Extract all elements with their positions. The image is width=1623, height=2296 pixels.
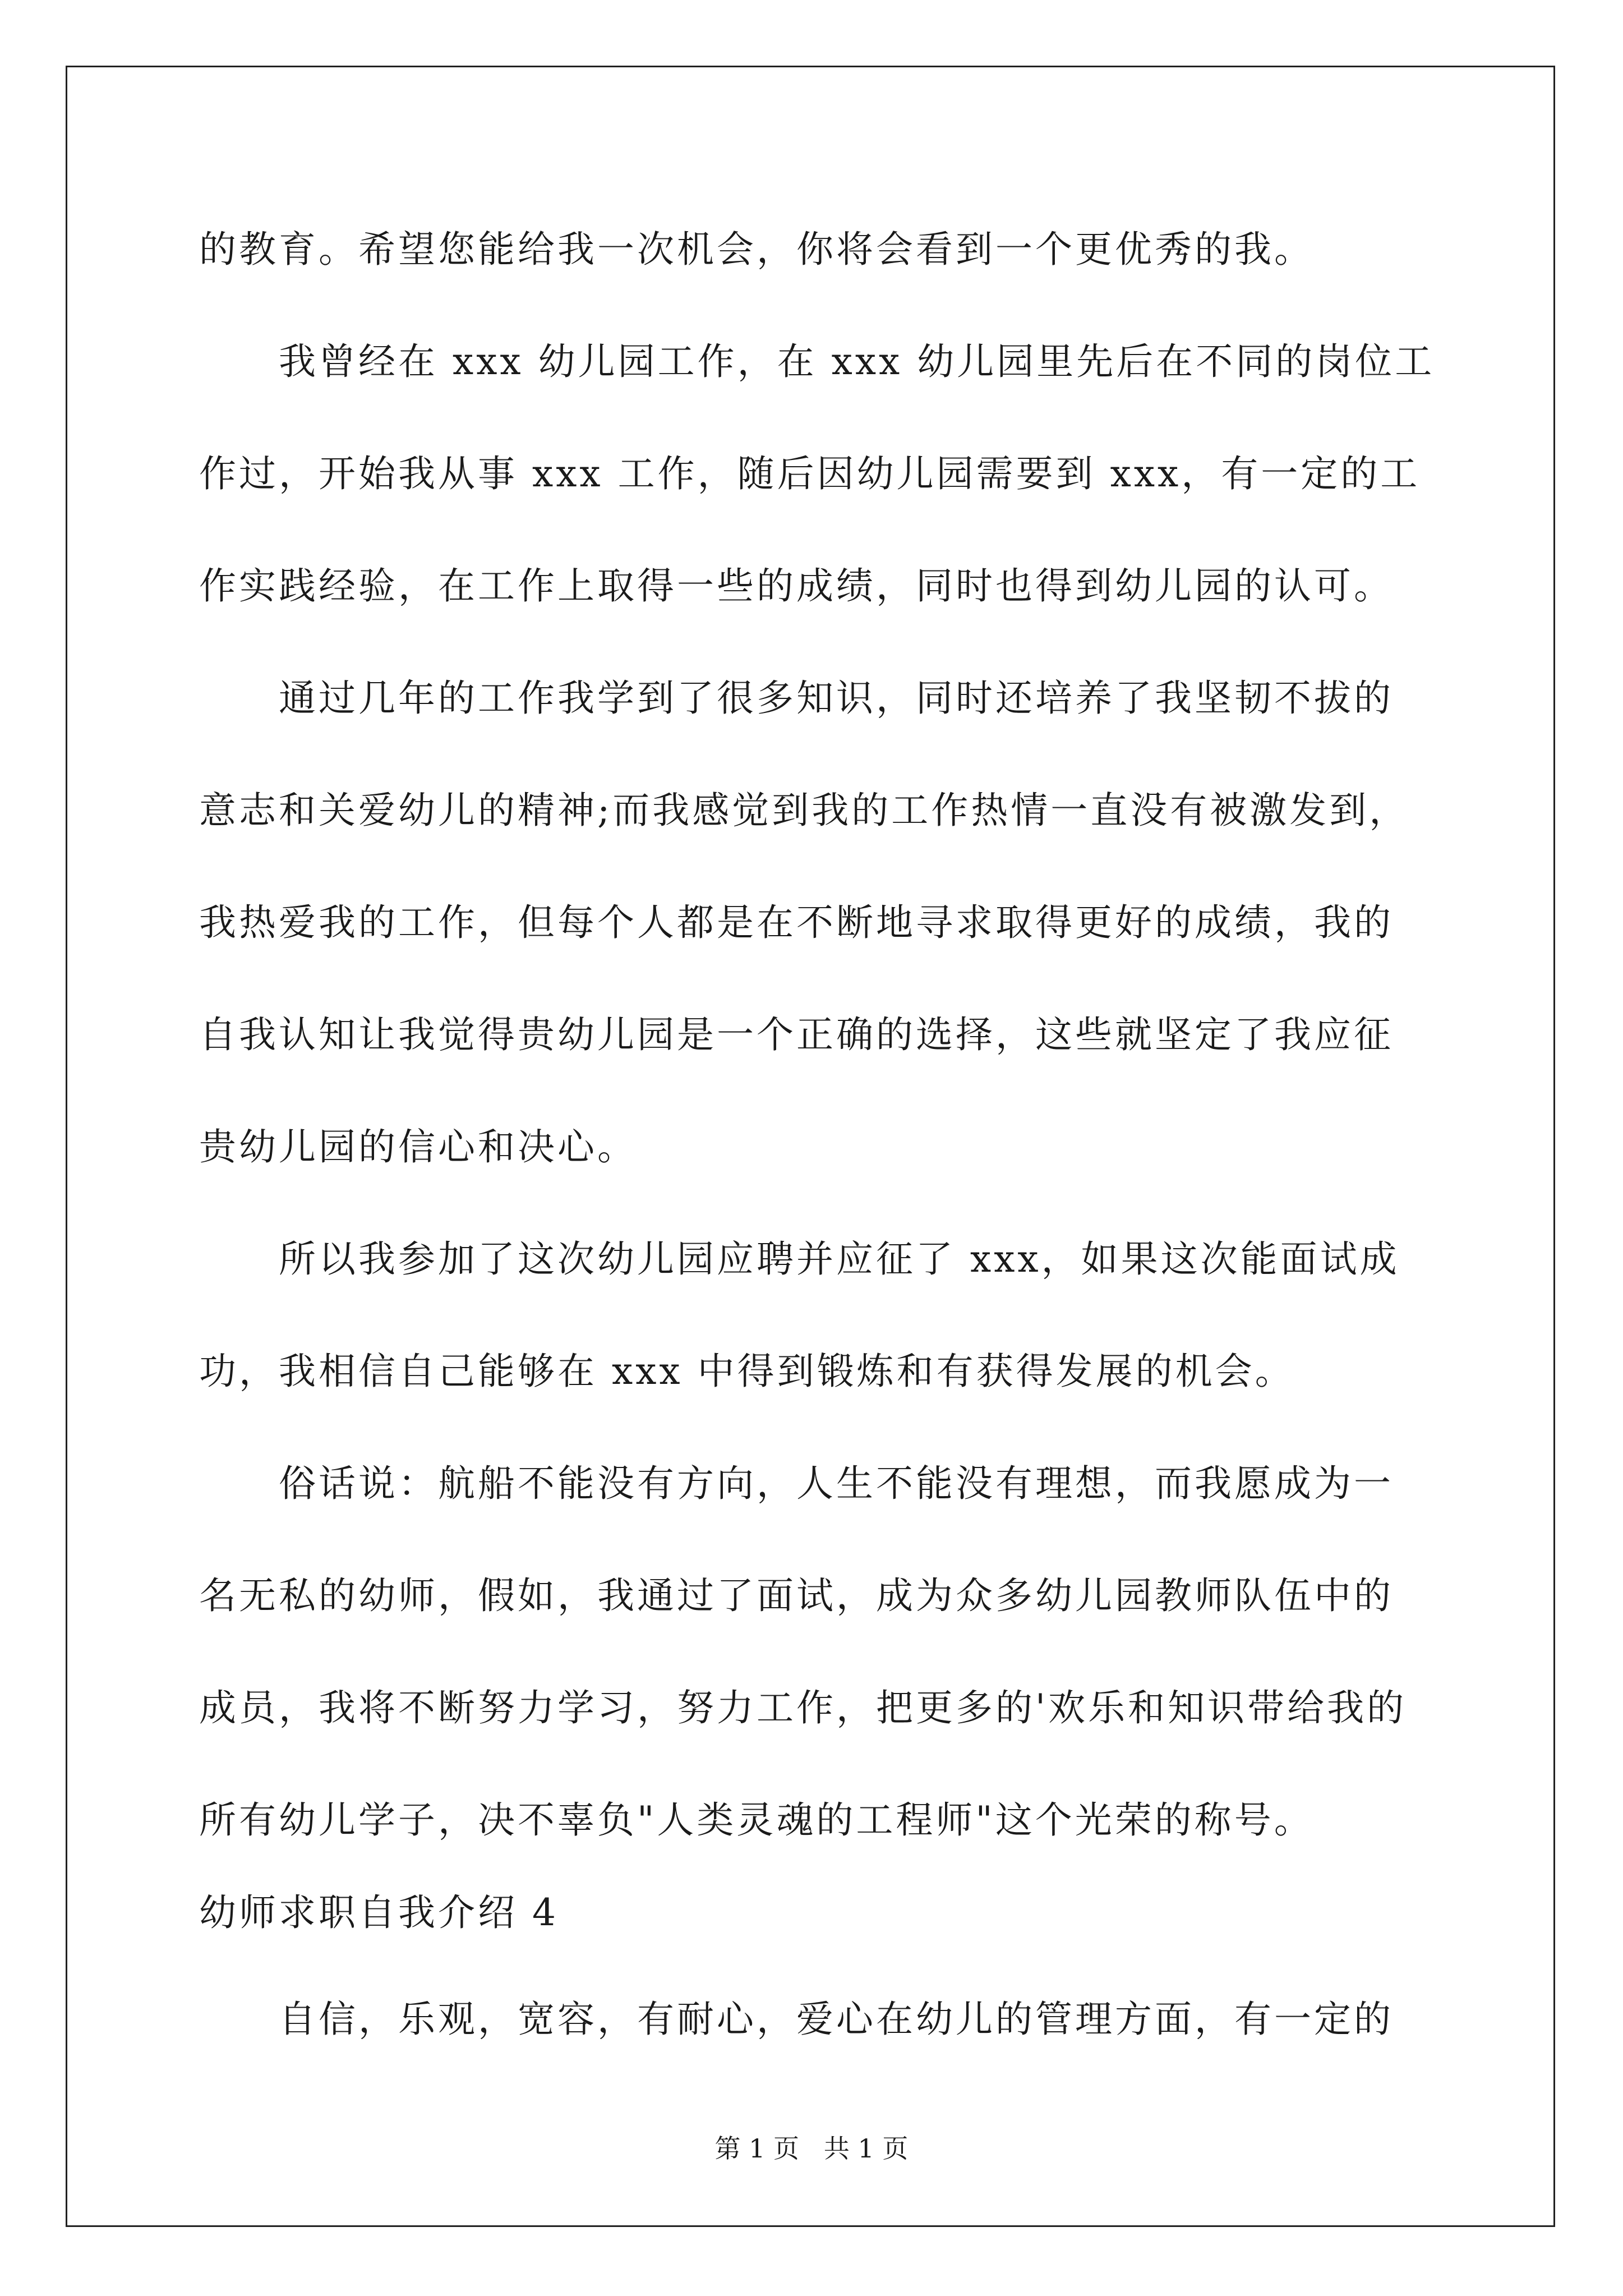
text-line: 自我认知让我觉得贵幼儿园是一个正确的选择，这些就坚定了我应征 [199,1013,1394,1056]
text-line: 名无私的幼师，假如，我通过了面试，成为众多幼儿园教师队伍中的 [199,1574,1394,1617]
text-line: 我曾经在 xxx 幼儿园工作，在 xxx 幼儿园里先后在不同的岗位工 [279,340,1435,383]
text-line: 贵幼儿园的信心和决心。 [199,1125,637,1168]
text-line: 成员，我将不断努力学习，努力工作，把更多的'欢乐和知识带给我的 [199,1686,1407,1729]
text-line: 所以我参加了这次幼儿园应聘并应征了 xxx，如果这次能面试成 [279,1237,1400,1281]
text-line: 所有幼儿学子，决不辜负"人类灵魂的工程师"这个光荣的称号。 [199,1798,1314,1842]
page-footer: 第 1 页 共 1 页 [714,2133,909,2164]
text-line: 我热爱我的工作，但每个人都是在不断地寻求取得更好的成绩，我的 [199,901,1394,944]
text-line: 通过几年的工作我学到了很多知识，同时还培养了我坚韧不拔的 [279,677,1394,720]
text-line: 作过，开始我从事 xxx 工作，随后因幼儿园需要到 xxx，有一定的工 [199,452,1421,495]
text-line: 作实践经验，在工作上取得一些的成绩，同时也得到幼儿园的认可。 [199,564,1394,608]
text-line: 的教育。希望您能给我一次机会，你将会看到一个更优秀的我。 [199,228,1314,271]
text-line: 功，我相信自己能够在 xxx 中得到锻炼和有获得发展的机会。 [199,1350,1295,1393]
text-line: 意志和关爱幼儿的精神;而我感觉到我的工作热情一直没有被激发到， [199,789,1409,832]
text-line: 俗话说：航船不能没有方向，人生不能没有理想，而我愿成为一 [279,1462,1394,1505]
section-heading: 幼师求职自我介绍 4 [199,1891,559,1934]
text-line: 自信，乐观，宽容，有耐心，爱心在幼儿的管理方面，有一定的 [279,1998,1394,2041]
